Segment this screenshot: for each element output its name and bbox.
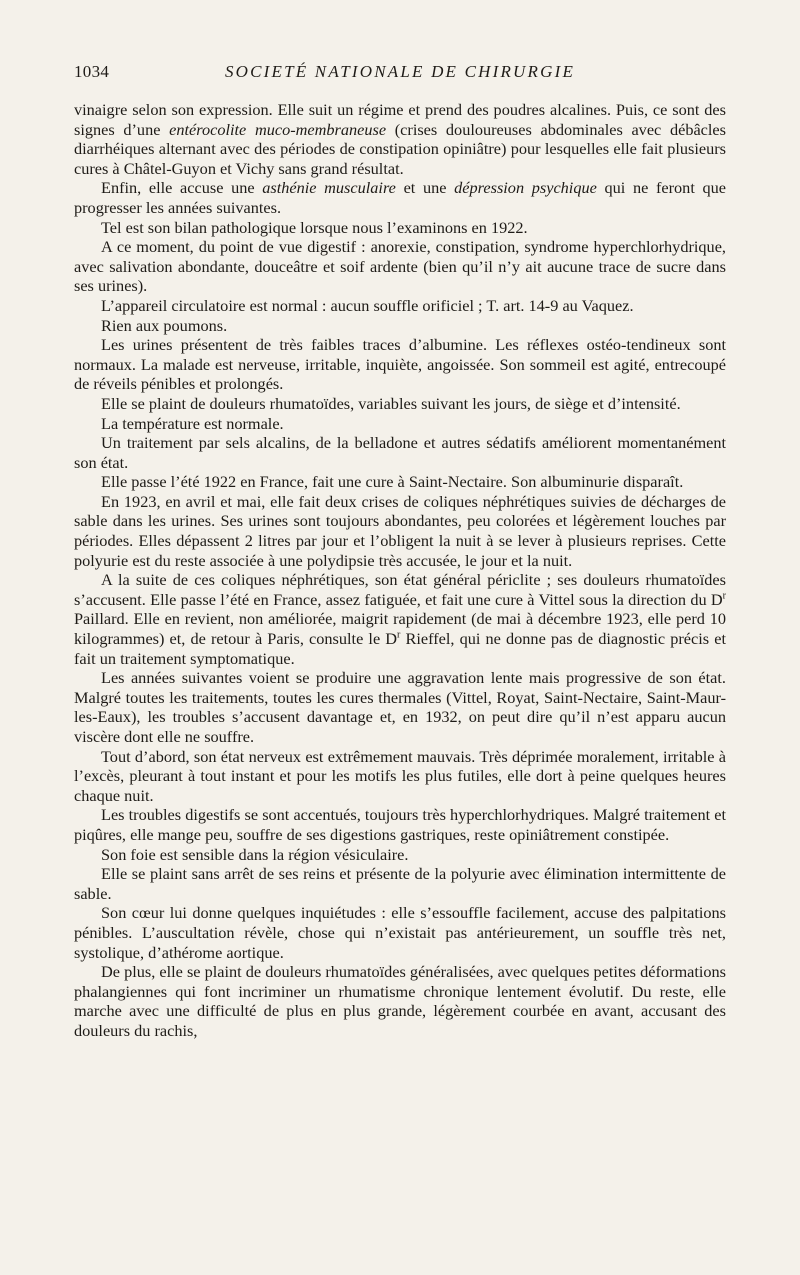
paragraph-19: Son cœur lui donne quelques inquiétudes : elle s’essouffle facilement, accuse des palpitations pénibles. L’auscultation révèle, chose qui n’existait pas antérieurement, un souffle très net, systolique, d’athérome aortique. <box>74 903 726 962</box>
emphasis: dépression psychique <box>454 178 597 198</box>
paragraph-2: Enfin, elle accuse une asthénie musculaire et une dépression psychique qui ne feront que progresser les années suivantes. <box>74 178 727 217</box>
paragraph-12: En 1923, en avril et mai, elle fait deux crises de coliques néphrétiques suivies de décharges de sable dans les urines. Ses urines sont toujours abondantes, peu colorées et légèrement louches par périodes. Elles dépassent 2 litres par jour et l’obligent la nuit à se lever à plusieurs reprises. Cette polyurie est du reste associée à une polydipsie très accusée, le jour et la nuit. <box>74 491 726 570</box>
paragraph-10: Un traitement par sels alcalins, de la belladone et autres sédatifs améliorent momentanément son état. <box>74 433 726 472</box>
paragraph-17: Son foie est sensible dans la région vésiculaire. <box>101 844 409 864</box>
paragraph-5: L’appareil circulatoire est normal : aucun souffle orificiel ; T. art. 14-9 au Vaquez. <box>101 295 634 315</box>
page-header <box>74 62 726 86</box>
paragraph-20: De plus, elle se plaint de douleurs rhumatoïdes généralisées, avec quelques petites déformations phalangiennes qui font incriminer un rhumatisme chronique lentement évolutif. Du reste, elle marche avec une difficulté de plus en plus grande, légèrement courbée en avant, accusant des douleurs du rachis, <box>74 962 726 1040</box>
paragraph-18: Elle se plaint sans arrêt de ses reins et présente de la polyurie avec élimination intermittente de sable. <box>74 864 726 903</box>
page-number: 1034 <box>74 62 110 81</box>
paragraph-14: Les années suivantes voient se produire une aggravation lente mais progressive de son état. Malgré toutes les traitements, toutes les cures thermales (Vittel, Royat, Saint-Nectaire, Saint-Maur-les-Eaux), les troubles s’accusent davantage et, en 1932, on peut dire qu’il n’est apparu aucun viscère dont elle ne souffre. <box>74 668 726 746</box>
paragraph-16: Les troubles digestifs se sont accentués, toujours très hyperchlorhydriques. Malgré traitement et piqûres, elle mange peu, souffre de ses digestions gastriques, reste opiniâtrement constipée. <box>74 805 726 844</box>
body-text <box>74 100 726 1041</box>
paragraph-7: Les urines présentent de très faibles traces d’albumine. Les réflexes ostéo-tendineux sont normaux. La malade est nerveuse, irritable, inquiète, angoissée. Son sommeil est agité, entrecoupé de réveils pénibles et prolongés. <box>74 335 726 394</box>
emphasis: asthénie musculaire <box>262 178 396 198</box>
paragraph-6: Rien aux poumons. <box>101 315 228 335</box>
paragraph-15: Tout d’abord, son état nerveux est extrêmement mauvais. Très déprimée moralement, irritable à l’excès, pleurant à tout instant et pour les motifs les plus futiles, elle dort à peine quelques heures chaque nuit. <box>74 746 726 805</box>
running-title: SOCIETÉ NATIONALE DE CHIRURGIE <box>224 62 576 81</box>
paragraph-8: Elle se plaint de douleurs rhumatoïdes, variables suivant les jours, de siège et d’intensité. <box>101 393 681 413</box>
paragraph-1: vinaigre selon son expression. Elle suit un régime et prend des poudres alcalines. Puis, ce sont des signes d’une entérocolite muco-membraneuse (crises douloureuses abdominales avec débâcles diarrhéiques alternant avec des périodes de constipation opiniâtre) pour lesquelles elle fait plusieurs cures à Châtel-Guyon et Vichy sans grand résultat. <box>74 100 726 178</box>
paragraph-11: Elle passe l’été 1922 en France, fait une cure à Saint-Nectaire. Son albuminurie disparaît. <box>101 472 684 492</box>
paragraph-9: La température est normale. <box>101 413 284 433</box>
paragraph-3: Tel est son bilan pathologique lorsque nous l’examinons en 1922. <box>101 217 528 237</box>
paragraph-4: A ce moment, du point de vue digestif : anorexie, constipation, syndrome hyperchlorhydrique, avec salivation abondante, douceâtre et soif ardente (bien qu’il n’y ait aucune trace de sucre dans ses urines). <box>74 237 726 296</box>
emphasis: entérocolite muco-membraneuse <box>169 119 387 139</box>
paragraph-13: A la suite de ces coliques néphrétiques, son état général périclite ; ses douleurs rhumatoïdes s’accusent. Elle passe l’été en France, assez fatiguée, et fait une cure à Vittel sous la direction du $D^r$ Paillard. Elle en revient, non améliorée, maigrit rapidement (de mai à décembre 1923, elle perd 10 kilogrammes) et, de retour à Paris, consulte le $D^r$ Rieffel, qui ne donne pas de diagnostic précis et fait un traitement symptomatique. <box>74 570 726 668</box>
